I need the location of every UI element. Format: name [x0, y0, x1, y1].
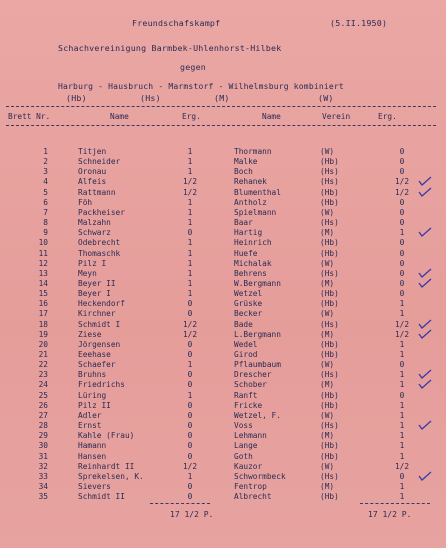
player-name: Pilz II	[78, 400, 111, 410]
column-header-erg2: Erg.	[378, 112, 397, 121]
opponent-club: (Hs)	[320, 218, 339, 228]
opponent-club: (W)	[320, 360, 335, 370]
opponent-name: Bade	[234, 319, 253, 329]
player-result: 0	[187, 431, 193, 441]
player-result: 0	[187, 350, 193, 359]
opponent-name: Schober	[234, 380, 267, 390]
board-number: 9	[43, 228, 48, 238]
board-number: 27	[38, 410, 48, 420]
opponent-club: (Hb)	[320, 197, 339, 207]
opponent-club: (W)	[320, 258, 335, 268]
opponent-club: (W)	[320, 461, 335, 471]
opponent-club: (Hb)	[320, 451, 339, 461]
opponent-club: (Hb)	[320, 492, 339, 502]
player-result: 1	[187, 147, 193, 156]
column-header-verein: Verein	[322, 112, 351, 121]
opponent-name: Girod	[234, 350, 258, 359]
check-mark-icon	[418, 268, 432, 278]
opponent-result: 1/2	[394, 177, 410, 187]
opponent-club: (Hb)	[320, 299, 339, 309]
board-number: 12	[38, 258, 48, 268]
opponent-name: Wetzel	[234, 289, 263, 299]
opponent-name: Lehmann	[234, 431, 267, 441]
player-result: 1	[187, 167, 193, 177]
opponent-result: 1	[399, 309, 405, 319]
opponent-name: Rehanek	[234, 177, 267, 187]
check-mark-icon	[418, 369, 432, 379]
opponent-result: 1	[399, 299, 405, 309]
player-name: Sievers	[78, 481, 111, 491]
board-number: 23	[38, 370, 48, 380]
opponent-name: Grüske	[234, 299, 263, 309]
player-name: Pilz I	[78, 258, 107, 268]
opponent-result: 1	[399, 481, 405, 491]
opponent-result: 0	[399, 167, 405, 177]
player-result: 0	[187, 228, 193, 238]
total-divider-left	[150, 503, 210, 504]
opponent-result: 1	[399, 492, 405, 502]
opponent-name: Drescher	[234, 370, 272, 380]
away-club-abbrev-w: (W)	[318, 93, 334, 103]
player-result: 0	[187, 339, 193, 349]
player-result: 0	[187, 380, 193, 390]
opponent-club: (M)	[320, 481, 335, 491]
opponent-name: Ranft	[234, 390, 258, 400]
board-number: 18	[38, 319, 48, 329]
player-result: 0	[187, 441, 193, 451]
opponent-name: Goth	[234, 451, 253, 461]
opponent-name: Baar	[234, 218, 253, 228]
opponent-name: Thormann	[234, 147, 272, 156]
check-mark-icon	[418, 187, 432, 197]
player-result: 0	[187, 421, 193, 431]
player-result: 1/2	[182, 329, 198, 339]
opponent-name: Boch	[234, 167, 253, 177]
opponent-club: (Hs)	[320, 370, 339, 380]
opponent-result: 1	[399, 400, 405, 410]
board-number: 24	[38, 380, 48, 390]
document-title: Freundschafskampf	[132, 18, 221, 28]
opponent-result: 0	[399, 238, 405, 248]
opponent-result: 1	[399, 451, 405, 461]
player-result: 1	[187, 289, 193, 299]
opponent-name: Lange	[234, 441, 258, 451]
player-name: Friedrichs	[78, 380, 125, 390]
board-number: 34	[38, 481, 48, 491]
board-number: 2	[43, 157, 48, 167]
opponent-club: (W)	[320, 147, 335, 156]
player-name: Schmidt I	[78, 319, 121, 329]
opponent-name: Becker	[234, 309, 263, 319]
player-result: 0	[187, 410, 193, 420]
opponent-club: (Hb)	[320, 441, 339, 451]
player-name: Hamann	[78, 441, 107, 451]
board-number: 20	[38, 339, 48, 349]
total-away: 17 1/2 P.	[368, 510, 412, 519]
player-result: 1/2	[182, 319, 198, 329]
player-name: Titjen	[78, 147, 107, 156]
player-result: 0	[187, 299, 193, 309]
opponent-club: (Hb)	[320, 339, 339, 349]
player-result: 1	[187, 268, 193, 278]
opponent-result: 1	[399, 421, 405, 431]
document-date: (5.II.1950)	[330, 18, 388, 28]
opponent-result: 1/2	[394, 461, 410, 471]
check-mark-icon	[418, 319, 432, 329]
player-name: Meyn	[78, 268, 97, 278]
divider	[6, 125, 436, 126]
player-name: Malzahn	[78, 218, 111, 228]
opponent-club: (W)	[320, 410, 335, 420]
opponent-club: (Hs)	[320, 177, 339, 187]
column-header-name: Name	[110, 112, 129, 121]
player-result: 1	[187, 197, 193, 207]
board-number: 17	[38, 309, 48, 319]
opponent-name: Albrecht	[234, 492, 272, 502]
board-number: 10	[38, 238, 48, 248]
check-mark-icon	[418, 379, 432, 389]
opponent-club: (Hs)	[320, 268, 339, 278]
player-name: Odebrecht	[78, 238, 121, 248]
board-number: 26	[38, 400, 48, 410]
opponent-club: (Hb)	[320, 400, 339, 410]
opponent-name: Fricke	[234, 400, 263, 410]
opponent-name: Pflaumbaum	[234, 360, 281, 370]
opponent-result: 0	[399, 471, 405, 481]
opponent-result: 1/2	[394, 319, 410, 329]
board-number: 16	[38, 299, 48, 309]
opponent-name: Hartig	[234, 228, 263, 238]
opponent-result: 1	[399, 350, 405, 359]
player-name: Heckendorf	[78, 299, 125, 309]
opponent-result: 1	[399, 431, 405, 441]
opponent-result: 0	[399, 289, 405, 299]
opponent-result: 1/2	[394, 329, 410, 339]
home-club: Schachvereinigung Barmbek-Uhlenhorst-Hilbek	[58, 43, 282, 53]
opponent-result: 1	[399, 370, 405, 380]
player-name: Reinhardt II	[78, 461, 135, 471]
player-name: Schwarz	[78, 228, 111, 238]
player-result: 0	[187, 451, 193, 461]
opponent-name: Blumenthal	[234, 187, 281, 197]
player-result: 1	[187, 278, 193, 288]
opponent-club: (Hs)	[320, 319, 339, 329]
board-number: 3	[43, 167, 48, 177]
player-result: 0	[187, 481, 193, 491]
player-result: 1	[187, 390, 193, 400]
board-number: 11	[38, 248, 48, 258]
board-number: 35	[38, 492, 48, 502]
player-name: Packheiser	[78, 207, 125, 217]
opponent-result: 0	[399, 278, 405, 288]
opponent-name: L.Bergmann	[234, 329, 281, 339]
opponent-club: (Hs)	[320, 471, 339, 481]
board-number: 28	[38, 421, 48, 431]
board-number: 22	[38, 360, 48, 370]
check-mark-icon	[418, 278, 432, 288]
opponent-name: Wetzel, F.	[234, 410, 281, 420]
opponent-name: Voss	[234, 421, 253, 431]
player-name: Kirchner	[78, 309, 116, 319]
opponent-result: 0	[399, 147, 405, 156]
opponent-club: (M)	[320, 278, 335, 288]
opponent-result: 0	[399, 258, 405, 268]
check-mark-icon	[418, 329, 432, 339]
opponent-club: (Hb)	[320, 248, 339, 258]
divider	[6, 106, 436, 107]
column-header-brett: Brett Nr.	[8, 112, 51, 121]
player-name: Beyer I	[78, 289, 111, 299]
board-number: 25	[38, 390, 48, 400]
player-name: Schmidt II	[78, 492, 125, 502]
player-name: Hansen	[78, 451, 107, 461]
opponent-name: Heinrich	[234, 238, 272, 248]
player-result: 1	[187, 248, 193, 258]
away-club-abbrev-m: (M)	[214, 93, 230, 103]
opponent-name: Kauzor	[234, 461, 263, 471]
player-name: Alfeis	[78, 177, 107, 187]
player-name: Rattmann	[78, 187, 116, 197]
player-result: 1	[187, 471, 193, 481]
column-header-name2: Name	[262, 112, 281, 121]
player-result: 1/2	[182, 187, 198, 197]
player-name: Föh	[78, 197, 93, 207]
opponent-club: (Hb)	[320, 289, 339, 299]
board-number: 29	[38, 431, 48, 441]
board-number: 4	[43, 177, 48, 187]
opponent-club: (W)	[320, 207, 335, 217]
opponent-result: 0	[399, 218, 405, 228]
opponent-club: (Hb)	[320, 157, 339, 167]
opponent-result: 1/2	[394, 187, 410, 197]
player-result: 0	[187, 309, 193, 319]
opponent-club: (M)	[320, 380, 335, 390]
opponent-club: (Hb)	[320, 390, 339, 400]
opponent-club: (Hb)	[320, 187, 339, 197]
opponent-name: W.Bergmann	[234, 278, 281, 288]
opponent-result: 1	[399, 441, 405, 451]
player-name: Thomaschk	[78, 248, 121, 258]
opponent-result: 1	[399, 339, 405, 349]
versus-label: gegen	[180, 62, 206, 72]
board-number: 14	[38, 278, 48, 288]
opponent-result: 1	[399, 380, 405, 390]
opponent-result: 0	[399, 268, 405, 278]
opponent-result: 0	[399, 197, 405, 207]
opponent-result: 1	[399, 410, 405, 420]
player-name: Lüring	[78, 390, 107, 400]
opponent-club: (Hb)	[320, 350, 339, 359]
opponent-result: 0	[399, 248, 405, 258]
player-result: 1	[187, 157, 193, 167]
player-name: Sprekelsen, K.	[78, 471, 144, 481]
opponent-name: Spielmann	[234, 207, 277, 217]
player-result: 0	[187, 370, 193, 380]
opponent-result: 0	[399, 390, 405, 400]
player-name: Schneider	[78, 157, 121, 167]
board-number: 30	[38, 441, 48, 451]
opponent-result: 1	[399, 228, 405, 238]
opponent-club: (Hb)	[320, 238, 339, 248]
board-number: 5	[43, 187, 48, 197]
board-number: 15	[38, 289, 48, 299]
opponent-result: 0	[399, 157, 405, 167]
column-header-erg: Erg.	[182, 112, 201, 121]
total-divider-right	[360, 503, 430, 504]
opponent-club: (Hs)	[320, 421, 339, 431]
player-name: Beyer II	[78, 278, 116, 288]
player-result: 0	[187, 400, 193, 410]
player-name: Kahle (Frau)	[78, 431, 135, 441]
board-number: 8	[43, 218, 48, 228]
opponent-name: Michalak	[234, 258, 272, 268]
board-number: 32	[38, 461, 48, 471]
player-result: 1	[187, 258, 193, 268]
player-name: Bruhns	[78, 370, 107, 380]
away-club-abbrev-hs: (Hs)	[140, 93, 161, 103]
total-home: 17 1/2 P.	[170, 510, 214, 519]
opponent-name: Malke	[234, 157, 258, 167]
player-name: Ziese	[78, 329, 102, 339]
player-result: 1	[187, 207, 193, 217]
opponent-club: (Hs)	[320, 167, 339, 177]
opponent-club: (M)	[320, 228, 335, 238]
player-result: 1	[187, 238, 193, 248]
board-number: 13	[38, 268, 48, 278]
away-club-abbrev-hb: (Hb)	[66, 93, 87, 103]
opponent-club: (M)	[320, 329, 335, 339]
board-number: 33	[38, 471, 48, 481]
board-number: 31	[38, 451, 48, 461]
player-result: 0	[187, 492, 193, 502]
opponent-name: Behrens	[234, 268, 267, 278]
opponent-result: 0	[399, 360, 405, 370]
player-name: Jörgensen	[78, 339, 121, 349]
board-number: 1	[43, 147, 48, 156]
board-number: 6	[43, 197, 48, 207]
player-result: 1	[187, 360, 193, 370]
player-result: 1	[187, 218, 193, 228]
player-name: Eeehase	[78, 350, 111, 359]
opponent-name: Fentrop	[234, 481, 267, 491]
player-name: Adler	[78, 410, 102, 420]
table-row	[0, 491, 446, 502]
opponent-club: (M)	[320, 431, 335, 441]
check-mark-icon	[418, 227, 432, 237]
board-number: 21	[38, 350, 48, 359]
player-name: Ernst	[78, 421, 102, 431]
away-club: Harburg - Hausbruch - Marmstorf - Wilhelmsburg kombiniert	[58, 82, 344, 91]
board-number: 19	[38, 329, 48, 339]
check-mark-icon	[418, 176, 432, 186]
check-mark-icon	[418, 420, 432, 430]
opponent-result: 0	[399, 207, 405, 217]
player-result: 1/2	[182, 177, 198, 187]
player-result: 1/2	[182, 461, 198, 471]
opponent-name: Wedel	[234, 339, 258, 349]
opponent-club: (W)	[320, 309, 335, 319]
player-name: Schaefer	[78, 360, 116, 370]
board-number: 7	[43, 207, 48, 217]
player-name: Oronau	[78, 167, 107, 177]
opponent-name: Antholz	[234, 197, 267, 207]
opponent-name: Huefe	[234, 248, 258, 258]
opponent-name: Schwormbeck	[234, 471, 286, 481]
check-mark-icon	[418, 471, 432, 481]
